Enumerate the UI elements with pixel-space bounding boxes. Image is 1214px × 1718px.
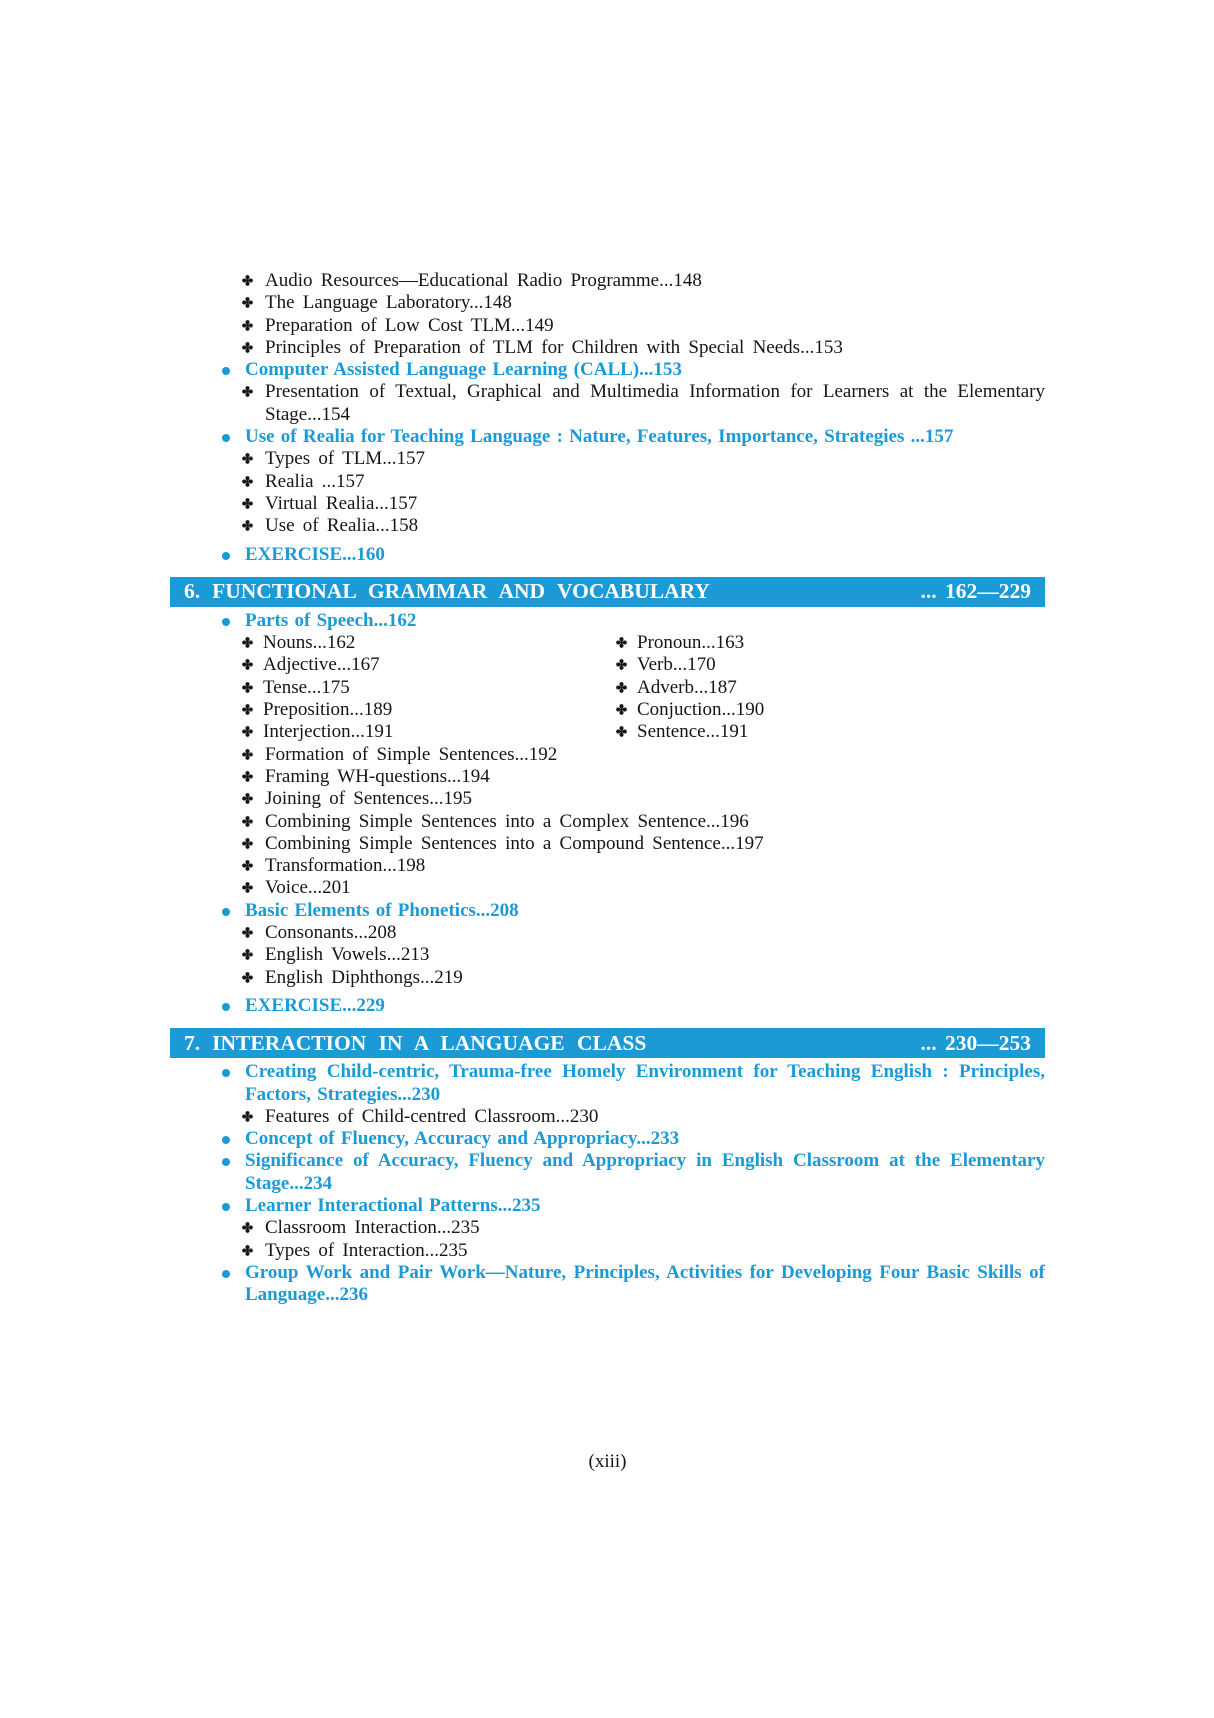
clover-bullet-icon — [616, 659, 627, 670]
clover-bullet-icon — [242, 882, 253, 893]
toc-subitem — [170, 515, 1045, 537]
toc-subitem — [616, 677, 1045, 699]
toc-main-item — [170, 1128, 1045, 1150]
chapter-pages: ... 230—253 — [920, 1030, 1031, 1055]
clover-bullet-icon — [242, 1222, 253, 1233]
clover-bullet-icon — [242, 860, 253, 871]
clover-bullet-icon — [616, 704, 627, 715]
circle-bullet-icon — [222, 367, 230, 375]
clover-bullet-icon — [242, 1245, 253, 1256]
toc-subitem — [242, 721, 616, 743]
toc-subitem — [170, 811, 1045, 833]
toc-subitem — [170, 1106, 1045, 1128]
clover-bullet-icon — [242, 838, 253, 849]
toc-two-col-row — [170, 654, 1045, 676]
clover-bullet-icon — [616, 682, 627, 693]
toc-subitem — [242, 699, 616, 721]
toc-subitem — [170, 448, 1045, 470]
chapter-title: INTERACTION IN A LANGUAGE CLASS — [212, 1030, 647, 1055]
clover-bullet-icon — [242, 949, 253, 960]
chapter-title: FUNCTIONAL GRAMMAR AND VOCABULARY — [212, 579, 710, 604]
clover-bullet-icon — [242, 320, 253, 331]
toc-entry-text: Transformation...198 — [265, 855, 426, 877]
toc-main-item — [170, 1061, 1045, 1106]
toc-entry-text: Group Work and Pair Work—Nature, Principles, Activities for Developing Four Basic Skills of Language...236 — [245, 1261, 1045, 1306]
toc-main-item — [170, 1195, 1045, 1217]
toc-entry-text: Significance of Accuracy, Fluency and Appropriacy in English Classroom at the Elementary Stage...234 — [245, 1150, 1045, 1194]
toc-subitem — [170, 855, 1045, 877]
toc-entry-text: EXERCISE...160 — [245, 543, 385, 565]
chapter-band — [170, 1028, 1045, 1058]
toc-two-col-row — [170, 699, 1045, 721]
toc-subitem — [170, 922, 1045, 944]
toc-subitem — [170, 877, 1045, 899]
toc-entry-text: Sentence...191 — [637, 721, 749, 743]
toc-entry-text: Formation of Simple Sentences...192 — [265, 743, 558, 765]
clover-bullet-icon — [242, 476, 253, 487]
toc-entry-text: Virtual Realia...157 — [265, 492, 418, 514]
clover-bullet-icon — [242, 816, 253, 827]
circle-bullet-icon — [222, 1203, 230, 1211]
toc-subitem — [170, 944, 1045, 966]
toc-subitem — [242, 677, 616, 699]
toc-subitem — [170, 270, 1045, 292]
toc-subitem — [170, 315, 1045, 337]
toc-subitem — [616, 699, 1045, 721]
toc-main-item — [170, 610, 1045, 632]
clover-bullet-icon — [242, 927, 253, 938]
toc-subitem — [170, 1240, 1045, 1262]
toc-subitem — [170, 766, 1045, 788]
toc-main-item — [170, 544, 1045, 566]
toc-entry-text: Use of Realia...158 — [265, 515, 419, 537]
toc-entry-text: English Diphthongs...219 — [265, 966, 463, 988]
toc-entry-text: Creating Child-centric, Trauma-free Homely Environment for Teaching English : Principles, Factors, Strategies...230 — [245, 1061, 1045, 1105]
toc-subitem — [616, 654, 1045, 676]
toc-entry-text: Types of TLM...157 — [265, 448, 425, 470]
toc-subitem — [242, 654, 616, 676]
toc-entry-text: Combining Simple Sentences into a Complex Sentence...196 — [265, 810, 749, 832]
clover-bullet-icon — [242, 453, 253, 464]
toc-entry-text: Joining of Sentences...195 — [265, 788, 473, 810]
clover-bullet-icon — [242, 793, 253, 804]
clover-bullet-icon — [242, 637, 253, 648]
circle-bullet-icon — [222, 552, 230, 560]
clover-bullet-icon — [242, 659, 253, 670]
toc-subitem — [170, 788, 1045, 810]
clover-bullet-icon — [242, 297, 253, 308]
toc-subitem — [242, 632, 616, 654]
toc-subitem — [170, 1217, 1045, 1239]
toc-subitem — [616, 721, 1045, 743]
circle-bullet-icon — [222, 1136, 230, 1144]
toc — [170, 270, 1045, 1306]
toc-entry-text: Framing WH-questions...194 — [265, 765, 490, 787]
clover-bullet-icon — [242, 1111, 253, 1122]
toc-subitem — [170, 967, 1045, 989]
clover-bullet-icon — [242, 275, 253, 286]
clover-bullet-icon — [242, 682, 253, 693]
toc-two-col-row — [170, 632, 1045, 654]
circle-bullet-icon — [222, 1158, 230, 1166]
toc-main-item — [170, 1150, 1045, 1195]
chapter-band — [170, 577, 1045, 607]
toc-entry-text: Use of Realia for Teaching Language : Nature, Features, Importance, Strategies ...157 — [245, 426, 954, 448]
clover-bullet-icon — [242, 771, 253, 782]
toc-subitem — [170, 292, 1045, 314]
toc-entry-text: Adjective...167 — [263, 654, 380, 676]
clover-bullet-icon — [242, 386, 253, 397]
toc-entry-text: Features of Child-centred Classroom...230 — [265, 1105, 599, 1127]
toc-entry-text: Preposition...189 — [263, 699, 393, 721]
toc-entry-text: Types of Interaction...235 — [265, 1239, 468, 1261]
toc-main-item — [170, 1262, 1045, 1307]
page-footer: (xiii) — [588, 1451, 627, 1472]
toc-entry-text: Combining Simple Sentences into a Compound Sentence...197 — [265, 832, 764, 854]
toc-entry-text: Concept of Fluency, Accuracy and Appropriacy...233 — [245, 1128, 680, 1150]
chapter-number: 7. — [184, 1030, 201, 1055]
toc-entry-text: Voice...201 — [265, 877, 351, 899]
toc-entry-text: The Language Laboratory...148 — [265, 292, 512, 314]
toc-entry-text: Basic Elements of Phonetics...208 — [245, 899, 519, 921]
toc-entry-text: Nouns...162 — [263, 632, 356, 654]
toc-entry-text: Verb...170 — [637, 654, 716, 676]
toc-main-item — [170, 900, 1045, 922]
toc-subitem — [170, 337, 1045, 359]
toc-entry-text: Consonants...208 — [265, 922, 397, 944]
toc-two-col-row — [170, 721, 1045, 743]
toc-two-column-group — [170, 632, 1045, 743]
toc-entry-text: Parts of Speech...162 — [245, 609, 417, 631]
clover-bullet-icon — [242, 972, 253, 983]
toc-entry-text: Preparation of Low Cost TLM...149 — [265, 314, 554, 336]
clover-bullet-icon — [242, 749, 253, 760]
circle-bullet-icon — [222, 1270, 230, 1278]
toc-main-item — [170, 426, 1045, 448]
toc-entry-text: Presentation of Textual, Graphical and Multimedia Information for Learners at the Elementary Stage...154 — [265, 381, 1045, 425]
chapter-number: 6. — [184, 579, 201, 604]
circle-bullet-icon — [222, 434, 230, 442]
clover-bullet-icon — [242, 704, 253, 715]
circle-bullet-icon — [222, 908, 230, 916]
circle-bullet-icon — [222, 618, 230, 626]
toc-entry-text: Principles of Preparation of TLM for Children with Special Needs...153 — [265, 336, 843, 358]
toc-entry-text: Pronoun...163 — [637, 632, 745, 654]
toc-subitem — [170, 493, 1045, 515]
toc-entry-text: Audio Resources—Educational Radio Programme...148 — [265, 270, 702, 291]
toc-entry-text: Computer Assisted Language Learning (CALL)...153 — [245, 359, 682, 381]
toc-subitem — [170, 744, 1045, 766]
toc-entry-text: EXERCISE...229 — [245, 994, 385, 1016]
toc-entry-text: Tense...175 — [263, 676, 350, 698]
toc-two-col-row — [170, 677, 1045, 699]
toc-entry-text: Classroom Interaction...235 — [265, 1217, 480, 1239]
toc-subitem — [170, 471, 1045, 493]
toc-entry-text: Realia ...157 — [265, 470, 365, 492]
toc-entry-text: Learner Interactional Patterns...235 — [245, 1194, 541, 1216]
clover-bullet-icon — [616, 726, 627, 737]
toc-entry-text: Conjuction...190 — [637, 699, 765, 721]
clover-bullet-icon — [242, 520, 253, 531]
toc-entry-text: English Vowels...213 — [265, 944, 430, 966]
clover-bullet-icon — [616, 637, 627, 648]
toc-subitem — [170, 833, 1045, 855]
circle-bullet-icon — [222, 1003, 230, 1011]
toc-main-item — [170, 995, 1045, 1017]
toc-entry-text: Adverb...187 — [637, 676, 737, 698]
toc-main-item — [170, 359, 1045, 381]
clover-bullet-icon — [242, 342, 253, 353]
toc-subitem — [616, 632, 1045, 654]
toc-entry-text: Interjection...191 — [263, 721, 394, 743]
toc-subitem — [170, 381, 1045, 426]
clover-bullet-icon — [242, 498, 253, 509]
clover-bullet-icon — [242, 726, 253, 737]
circle-bullet-icon — [222, 1069, 230, 1077]
chapter-pages: ... 162—229 — [920, 579, 1031, 604]
